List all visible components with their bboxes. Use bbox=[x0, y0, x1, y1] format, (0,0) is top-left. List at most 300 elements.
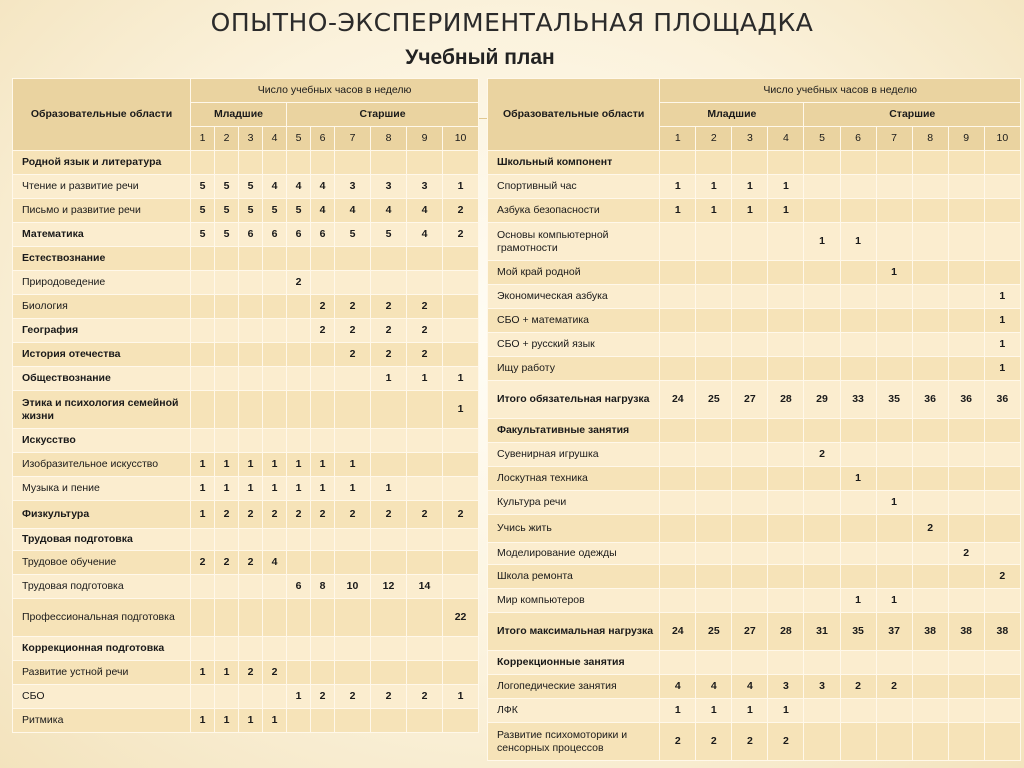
hours-cell bbox=[948, 333, 984, 357]
hours-cell bbox=[840, 699, 876, 723]
hours-cell bbox=[215, 637, 239, 661]
table-row bbox=[13, 661, 479, 685]
hours-cell bbox=[768, 565, 804, 589]
hours-cell bbox=[948, 285, 984, 309]
hours-cell bbox=[371, 453, 407, 477]
row-label: СБО bbox=[13, 685, 191, 709]
col-header-areas: Образовательные области bbox=[488, 79, 660, 151]
hours-cell bbox=[239, 599, 263, 637]
hours-cell bbox=[335, 367, 371, 391]
row-label: Математика bbox=[13, 223, 191, 247]
hours-cell bbox=[912, 199, 948, 223]
hours-cell bbox=[912, 443, 948, 467]
hours-cell: 12 bbox=[371, 575, 407, 599]
hours-cell: 5 bbox=[215, 223, 239, 247]
hours-cell bbox=[696, 419, 732, 443]
hours-cell bbox=[984, 261, 1020, 285]
hours-cell bbox=[443, 709, 479, 733]
hours-cell bbox=[287, 551, 311, 575]
hours-cell bbox=[660, 467, 696, 491]
hours-cell bbox=[840, 175, 876, 199]
hours-cell bbox=[239, 151, 263, 175]
hours-cell bbox=[876, 223, 912, 261]
hours-cell bbox=[407, 551, 443, 575]
hours-cell bbox=[768, 443, 804, 467]
hours-cell bbox=[840, 543, 876, 565]
hours-cell: 8 bbox=[311, 575, 335, 599]
hours-cell bbox=[948, 261, 984, 285]
hours-cell: 1 bbox=[311, 477, 335, 501]
hours-cell: 4 bbox=[407, 223, 443, 247]
hours-cell: 2 bbox=[215, 501, 239, 529]
hours-cell bbox=[840, 515, 876, 543]
hours-cell: 31 bbox=[804, 613, 840, 651]
grade-header: 9 bbox=[948, 127, 984, 151]
table-row bbox=[13, 175, 479, 199]
hours-cell bbox=[263, 429, 287, 453]
row-label: Профессиональная подготовка bbox=[13, 599, 191, 637]
row-label: Спортивный час bbox=[488, 175, 660, 199]
hours-cell bbox=[287, 343, 311, 367]
hours-cell: 6 bbox=[263, 223, 287, 247]
hours-cell: 2 bbox=[311, 685, 335, 709]
hours-cell bbox=[443, 319, 479, 343]
hours-cell bbox=[215, 343, 239, 367]
hours-cell bbox=[191, 391, 215, 429]
hours-cell bbox=[239, 575, 263, 599]
row-label: СБО + русский язык bbox=[488, 333, 660, 357]
table-row bbox=[13, 319, 479, 343]
hours-cell bbox=[912, 223, 948, 261]
hours-cell bbox=[876, 285, 912, 309]
row-label: История отечества bbox=[13, 343, 191, 367]
hours-cell: 1 bbox=[984, 357, 1020, 381]
hours-cell bbox=[768, 309, 804, 333]
table-row bbox=[488, 675, 1021, 699]
hours-cell bbox=[239, 391, 263, 429]
hours-cell: 5 bbox=[371, 223, 407, 247]
hours-cell bbox=[239, 429, 263, 453]
col-header-junior: Младшие bbox=[660, 103, 804, 127]
grade-header: 7 bbox=[876, 127, 912, 151]
hours-cell: 5 bbox=[239, 199, 263, 223]
hours-cell bbox=[215, 271, 239, 295]
table-row bbox=[13, 551, 479, 575]
table-row bbox=[488, 199, 1021, 223]
hours-cell: 38 bbox=[984, 613, 1020, 651]
hours-cell bbox=[984, 675, 1020, 699]
hours-cell: 1 bbox=[732, 199, 768, 223]
hours-cell bbox=[768, 357, 804, 381]
hours-cell bbox=[239, 637, 263, 661]
hours-cell bbox=[263, 247, 287, 271]
col-header-areas: Образовательные области bbox=[13, 79, 191, 151]
row-label: Естествознание bbox=[13, 247, 191, 271]
hours-cell bbox=[948, 467, 984, 491]
hours-cell: 2 bbox=[840, 675, 876, 699]
row-label: Обществознание bbox=[13, 367, 191, 391]
hours-cell bbox=[215, 685, 239, 709]
hours-cell bbox=[443, 429, 479, 453]
hours-cell bbox=[371, 271, 407, 295]
hours-cell bbox=[732, 285, 768, 309]
hours-cell: 5 bbox=[191, 199, 215, 223]
row-label: Школьный компонент bbox=[488, 151, 660, 175]
hours-cell bbox=[984, 651, 1020, 675]
hours-cell bbox=[804, 565, 840, 589]
hours-cell bbox=[768, 467, 804, 491]
hours-cell: 2 bbox=[732, 723, 768, 761]
hours-cell bbox=[287, 429, 311, 453]
hours-cell: 4 bbox=[660, 675, 696, 699]
hours-cell bbox=[191, 575, 215, 599]
hours-cell bbox=[840, 333, 876, 357]
hours-cell: 5 bbox=[215, 199, 239, 223]
grade-header: 1 bbox=[191, 127, 215, 151]
hours-cell: 1 bbox=[191, 477, 215, 501]
hours-cell bbox=[443, 343, 479, 367]
hours-cell bbox=[407, 477, 443, 501]
hours-cell: 1 bbox=[263, 477, 287, 501]
hours-cell bbox=[804, 419, 840, 443]
hours-cell bbox=[191, 429, 215, 453]
hours-cell bbox=[804, 285, 840, 309]
hours-cell: 1 bbox=[660, 175, 696, 199]
hours-cell bbox=[984, 515, 1020, 543]
hours-cell bbox=[912, 651, 948, 675]
hours-cell bbox=[263, 271, 287, 295]
table-row bbox=[13, 199, 479, 223]
hours-cell bbox=[191, 637, 215, 661]
hours-cell: 1 bbox=[876, 589, 912, 613]
hours-cell bbox=[660, 285, 696, 309]
row-label: Мир компьютеров bbox=[488, 589, 660, 613]
row-label: Школа ремонта bbox=[488, 565, 660, 589]
hours-cell bbox=[263, 343, 287, 367]
hours-cell bbox=[335, 391, 371, 429]
hours-cell bbox=[311, 709, 335, 733]
hours-cell: 29 bbox=[804, 381, 840, 419]
table-row bbox=[13, 501, 479, 529]
hours-cell bbox=[732, 223, 768, 261]
table-row bbox=[13, 247, 479, 271]
hours-cell bbox=[804, 723, 840, 761]
hours-cell: 1 bbox=[768, 699, 804, 723]
table-row bbox=[488, 543, 1021, 565]
hours-cell: 1 bbox=[215, 453, 239, 477]
hours-cell: 28 bbox=[768, 613, 804, 651]
grade-header: 4 bbox=[263, 127, 287, 151]
table-row bbox=[13, 599, 479, 637]
table-row bbox=[13, 575, 479, 599]
hours-cell: 2 bbox=[239, 661, 263, 685]
hours-cell: 2 bbox=[335, 343, 371, 367]
hours-cell: 5 bbox=[239, 175, 263, 199]
hours-cell bbox=[768, 223, 804, 261]
col-header-senior: Старшие bbox=[287, 103, 479, 127]
hours-cell bbox=[660, 651, 696, 675]
row-label: Ритмика bbox=[13, 709, 191, 733]
hours-cell bbox=[732, 261, 768, 285]
row-label: Развитие устной речи bbox=[13, 661, 191, 685]
hours-cell bbox=[804, 333, 840, 357]
hours-cell bbox=[912, 699, 948, 723]
hours-cell bbox=[912, 419, 948, 443]
hours-cell bbox=[984, 223, 1020, 261]
hours-cell bbox=[948, 675, 984, 699]
hours-cell: 1 bbox=[239, 477, 263, 501]
hours-cell bbox=[371, 429, 407, 453]
table-row bbox=[13, 685, 479, 709]
page-title: ОПЫТНО-ЭКСПЕРИМЕНТАЛЬНАЯ ПЛОЩАДКА bbox=[210, 8, 814, 37]
hours-cell bbox=[876, 515, 912, 543]
hours-cell: 1 bbox=[696, 175, 732, 199]
hours-cell: 3 bbox=[804, 675, 840, 699]
hours-cell bbox=[876, 443, 912, 467]
hours-cell: 1 bbox=[732, 175, 768, 199]
hours-cell bbox=[443, 453, 479, 477]
hours-cell bbox=[804, 467, 840, 491]
hours-cell: 1 bbox=[732, 699, 768, 723]
hours-cell bbox=[948, 151, 984, 175]
row-label: ЛФК bbox=[488, 699, 660, 723]
table-row bbox=[13, 391, 479, 429]
hours-cell bbox=[371, 661, 407, 685]
grade-header: 3 bbox=[239, 127, 263, 151]
hours-cell bbox=[371, 599, 407, 637]
hours-cell bbox=[335, 599, 371, 637]
hours-cell bbox=[407, 453, 443, 477]
hours-cell bbox=[335, 429, 371, 453]
row-label: Коррекционная подготовка bbox=[13, 637, 191, 661]
hours-cell bbox=[443, 529, 479, 551]
hours-cell bbox=[191, 319, 215, 343]
hours-cell bbox=[732, 151, 768, 175]
hours-cell: 1 bbox=[371, 367, 407, 391]
table-row bbox=[488, 699, 1021, 723]
hours-cell: 3 bbox=[768, 675, 804, 699]
hours-cell bbox=[732, 543, 768, 565]
hours-cell bbox=[443, 151, 479, 175]
row-label: Азбука безопасности bbox=[488, 199, 660, 223]
hours-cell bbox=[371, 151, 407, 175]
hours-cell bbox=[311, 367, 335, 391]
hours-cell bbox=[840, 199, 876, 223]
hours-cell bbox=[263, 575, 287, 599]
table-row bbox=[488, 309, 1021, 333]
hours-cell bbox=[768, 285, 804, 309]
grade-header: 6 bbox=[840, 127, 876, 151]
hours-cell bbox=[840, 309, 876, 333]
hours-cell: 3 bbox=[407, 175, 443, 199]
hours-cell: 1 bbox=[443, 391, 479, 429]
hours-cell bbox=[660, 333, 696, 357]
hours-cell: 2 bbox=[239, 551, 263, 575]
hours-cell: 2 bbox=[984, 565, 1020, 589]
row-label: Лоскутная техника bbox=[488, 467, 660, 491]
hours-cell bbox=[311, 529, 335, 551]
col-header-hours: Число учебных часов в неделю bbox=[660, 79, 1021, 103]
row-label: Этика и психология семейной жизни bbox=[13, 391, 191, 429]
row-label: Логопедические занятия bbox=[488, 675, 660, 699]
hours-cell bbox=[443, 271, 479, 295]
hours-cell bbox=[311, 551, 335, 575]
row-label: Искусство bbox=[13, 429, 191, 453]
hours-cell bbox=[948, 419, 984, 443]
hours-cell: 2 bbox=[407, 319, 443, 343]
hours-cell bbox=[984, 419, 1020, 443]
hours-cell bbox=[732, 565, 768, 589]
hours-cell: 4 bbox=[407, 199, 443, 223]
hours-cell bbox=[660, 261, 696, 285]
grade-header: 4 bbox=[768, 127, 804, 151]
hours-cell bbox=[215, 429, 239, 453]
hours-cell: 6 bbox=[287, 575, 311, 599]
hours-cell bbox=[660, 543, 696, 565]
hours-cell bbox=[287, 247, 311, 271]
hours-cell: 25 bbox=[696, 381, 732, 419]
hours-cell: 1 bbox=[768, 175, 804, 199]
hours-cell bbox=[660, 309, 696, 333]
hours-cell bbox=[804, 589, 840, 613]
hours-cell: 1 bbox=[984, 309, 1020, 333]
hours-cell: 1 bbox=[696, 699, 732, 723]
row-label: Трудовая подготовка bbox=[13, 529, 191, 551]
hours-cell bbox=[732, 333, 768, 357]
hours-cell bbox=[804, 175, 840, 199]
table-row bbox=[13, 151, 479, 175]
hours-cell: 10 bbox=[335, 575, 371, 599]
hours-cell bbox=[371, 529, 407, 551]
row-label: Письмо и развитие речи bbox=[13, 199, 191, 223]
hours-cell bbox=[804, 699, 840, 723]
hours-cell bbox=[191, 343, 215, 367]
hours-cell bbox=[732, 589, 768, 613]
table-row bbox=[488, 357, 1021, 381]
table-row bbox=[488, 467, 1021, 491]
hours-cell bbox=[311, 343, 335, 367]
hours-cell: 4 bbox=[311, 175, 335, 199]
row-label: Развитие психомоторики и сенсорных процессов bbox=[488, 723, 660, 761]
hours-cell bbox=[984, 723, 1020, 761]
hours-cell: 2 bbox=[371, 685, 407, 709]
hours-cell bbox=[215, 529, 239, 551]
hours-cell bbox=[660, 419, 696, 443]
col-header-hours: Число учебных часов в неделю bbox=[191, 79, 479, 103]
hours-cell bbox=[215, 391, 239, 429]
hours-cell: 2 bbox=[191, 551, 215, 575]
row-label: Учись жить bbox=[488, 515, 660, 543]
hours-cell: 6 bbox=[287, 223, 311, 247]
hours-cell bbox=[912, 175, 948, 199]
hours-cell: 1 bbox=[804, 223, 840, 261]
hours-cell bbox=[263, 319, 287, 343]
hours-cell: 5 bbox=[191, 175, 215, 199]
hours-cell bbox=[912, 723, 948, 761]
hours-cell: 2 bbox=[263, 501, 287, 529]
hours-cell bbox=[912, 467, 948, 491]
table-row bbox=[488, 381, 1021, 419]
table-row bbox=[488, 285, 1021, 309]
row-label: Моделирование одежды bbox=[488, 543, 660, 565]
hours-cell bbox=[191, 271, 215, 295]
hours-cell bbox=[732, 651, 768, 675]
hours-cell: 2 bbox=[311, 501, 335, 529]
hours-cell bbox=[984, 199, 1020, 223]
hours-cell bbox=[263, 529, 287, 551]
hours-cell bbox=[912, 261, 948, 285]
curriculum-table-right bbox=[487, 78, 1021, 761]
table-row bbox=[13, 295, 479, 319]
hours-cell bbox=[912, 309, 948, 333]
hours-cell: 2 bbox=[311, 295, 335, 319]
hours-cell bbox=[768, 651, 804, 675]
hours-cell bbox=[263, 685, 287, 709]
hours-cell bbox=[804, 151, 840, 175]
hours-cell bbox=[371, 709, 407, 733]
hours-cell bbox=[804, 357, 840, 381]
hours-cell bbox=[407, 271, 443, 295]
hours-cell bbox=[696, 589, 732, 613]
hours-cell bbox=[407, 247, 443, 271]
col-header-senior: Старшие bbox=[804, 103, 1021, 127]
hours-cell bbox=[191, 367, 215, 391]
hours-cell bbox=[311, 391, 335, 429]
hours-cell bbox=[239, 295, 263, 319]
hours-cell bbox=[287, 367, 311, 391]
hours-cell bbox=[371, 247, 407, 271]
hours-cell: 2 bbox=[371, 295, 407, 319]
hours-cell: 4 bbox=[263, 175, 287, 199]
hours-cell bbox=[660, 443, 696, 467]
hours-cell bbox=[407, 709, 443, 733]
hours-cell bbox=[263, 637, 287, 661]
hours-cell: 1 bbox=[984, 285, 1020, 309]
table-row bbox=[488, 175, 1021, 199]
grade-header: 2 bbox=[215, 127, 239, 151]
hours-cell bbox=[696, 515, 732, 543]
table-row bbox=[13, 223, 479, 247]
hours-cell: 5 bbox=[287, 199, 311, 223]
hours-cell: 36 bbox=[912, 381, 948, 419]
hours-cell bbox=[840, 151, 876, 175]
hours-cell bbox=[732, 309, 768, 333]
row-label: Трудовая подготовка bbox=[13, 575, 191, 599]
hours-cell bbox=[984, 467, 1020, 491]
row-label: Трудовое обучение bbox=[13, 551, 191, 575]
hours-cell bbox=[948, 565, 984, 589]
hours-cell: 27 bbox=[732, 613, 768, 651]
hours-cell bbox=[239, 529, 263, 551]
hours-cell: 24 bbox=[660, 613, 696, 651]
table-row bbox=[13, 367, 479, 391]
hours-cell bbox=[311, 151, 335, 175]
hours-cell bbox=[840, 723, 876, 761]
hours-cell: 1 bbox=[191, 501, 215, 529]
hours-cell bbox=[407, 429, 443, 453]
hours-cell: 2 bbox=[443, 501, 479, 529]
hours-cell bbox=[287, 661, 311, 685]
hours-cell: 6 bbox=[311, 223, 335, 247]
table-row bbox=[488, 651, 1021, 675]
hours-cell bbox=[335, 271, 371, 295]
hours-cell: 36 bbox=[984, 381, 1020, 419]
hours-cell: 2 bbox=[660, 723, 696, 761]
grade-header: 8 bbox=[912, 127, 948, 151]
hours-cell bbox=[239, 271, 263, 295]
hours-cell: 1 bbox=[443, 367, 479, 391]
hours-cell bbox=[948, 443, 984, 467]
